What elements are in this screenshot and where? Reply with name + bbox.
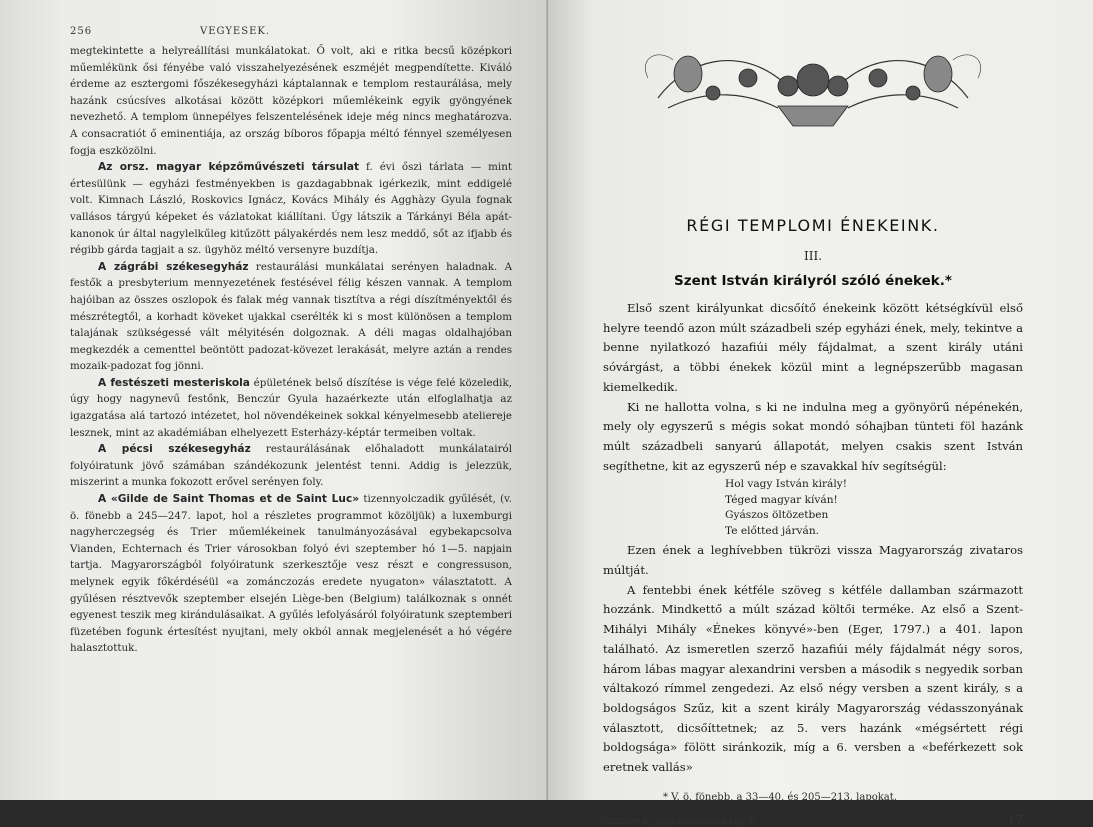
paragraph: Első szent királyunkat dicsőítő énekeink között kétségkívül első helyre teendő azon múlt századbeli szép egyházi ének, mely, tekintve a benne nyilatkozó hazafiúi mély fájdalmat, a szent király utáni sóvárgást, a többi énekek közül mint a legnépszerűbb magasan kiemelkedik. <box>603 301 1023 394</box>
paragraph <box>70 375 512 441</box>
paragraph: Ki ne hallotta volna, s ki ne indulna meg a gyönyörű népénekén, mely oly egyszerű s mégis sokat mondó sóhajban tünteti föl hazánk múlt századbeli sanyarú állapotát, melyen csakis szent István segíthetne, kit az egyszerű nép e szavakkal hív segítségül: <box>603 399 1023 473</box>
floral-vignette-ornament <box>628 38 998 130</box>
paragraph <box>70 491 512 657</box>
paragraph-text: f. évi őszi tárlata — mint értesülünk — egyházi festményekben is gazdagabbnak igérkezik, mint eddigelé volt. Kimnach László, Roskovics Ignácz, Kovács Mihály és Agghàzy Gyula fognak vallásos tárgyú képeket és vázlatokat kiállítani. Úgy látszik a Tárkányi Béla apát-kanonok úr által nagylelkűleg kitűzött pályakérdés nem lesz meddő, sőt az ifjabb és régibb gárda tagjait a sz. ügyhöz méltó versenyre buzdítja. <box>70 161 512 257</box>
verse-line: Hol vagy István király! <box>725 478 847 491</box>
source-line: CZOBOR B., Egyházművészeti Lap. V. <box>603 816 757 826</box>
page-footer <box>603 813 1023 827</box>
paragraph <box>70 259 512 375</box>
paragraph: A fentebbi ének kétféle szöveg s kétféle dallamban származott hozzánk. Mindkettő a múlt század költői terméke. Az első a Szent-Mihályi Mihály «Énekes könyvé»-ben (Eger, 1797.) a 401. lapon található. Az ismeretlen szerző hazafiúi mély fájdalmát négy soros, három lábas magyar alexandrini versben a második s negyedik sorban váltakozó rímmel zengedezi. Az első négy versben a szent király, s a boldogságos Szűz, kit a szent király Magyarország védasszonyának választott, dicsőíttetnek; az 5. vers hazánk «mégsértett régi boldogsága» fölött siránkozik, míg a 6. versben a «beférkezett sok eretnek vallás» <box>603 582 1023 775</box>
verse-line: Gyászos öltözetben <box>725 509 829 522</box>
paragraph-text: megtekintette a helyreállítási munkálatokat. Ő volt, aki e ritka becsű középkori műemlékünk ősi fényébe való visszahelyezésének eszméjét megpendítette. Kiváló érdeme az esztergomi főszékesegyházi káptalannak e templom restaurálása, mely hazánk csúcsíves alkotásai között középkori műemlékeink egyik gyöngyének nevezhető. A templom ünnepélyes felszentelésének ideje még nincs meghatározva. A consacratiót ő eminentiája, az ország bíboros főpapja méltó fénnyel személyesen fogja eszközölni. <box>70 45 512 157</box>
paragraph-lead: Az orsz. magyar képzőművészeti társulat <box>98 161 360 174</box>
paragraph-text: restaurálásának előhaladott munkálatairól folyóiratunk jövő számában szándékozunk jelentést tenni. Addig is jelezzük, miszerint a munka fokozott erővel serényen foly. <box>70 443 512 489</box>
article-title: RÉGI TEMPLOMI ÉNEKEINK. <box>686 216 940 235</box>
page-number-left: 256 <box>70 26 93 37</box>
paragraph-text: épületének belső díszítése is vége felé közeledik, úgy hogy nagynevű festőnk, Benczúr Gyula hazaérkezte után elfoglalhatja az igazgatása alá tartozó intézetet, hol növendékeinek sokkal kényelmesebb ateliereje lesznek, mint az akadémiában elhelyezett Esterházy-képtár termeiben voltak. <box>70 376 512 439</box>
section-title: Szent István királyról szóló énekek.* <box>674 273 952 289</box>
paragraph-lead: A festészeti mesteriskola <box>98 376 250 389</box>
right-page-body <box>603 299 1023 778</box>
page-number-right: 17 <box>1007 812 1023 827</box>
paragraph <box>70 159 512 259</box>
paragraph-text: tizennyolczadik gyűlését, (v. ö. fönebb a 245—247. lapot, hol a részletes programmot közöljük) a luxemburgi nagyherczegség és Trier műemlékeinek tanulmányozásával egybekapcsolva Vianden, Echternach és Trier városokban folyó évi szeptember hó 1—5. napjain tartja. Magyarországból folyóiratunk szerkesztője vesz részt e congressuson, melynek egyik főkérdéséül «a zománczozás eredete nyugaton» választatott. A gyűlésen résztvevők szeptember elsején Liège-ben (Belgium) találkoznak s onnét egyenest teszik meg kirándulásaikat. A gyűlés lefolyásáról folyóiratunk szeptemberi füzetében fogunk értesítést nyujtani, mely okból annak megjelenését a hó végére halasztottuk. <box>70 493 513 655</box>
footnote: * V. ö. fönebb, a 33—40. és 205—213. lapokat. <box>663 791 897 803</box>
paragraph-lead: A zágrábi székesegyház <box>98 260 249 273</box>
paragraph: Ezen ének a leghívebben tükrözi vissza Magyarország zivataros múltját. <box>603 543 1023 578</box>
left-page <box>0 0 548 800</box>
paragraph <box>70 43 512 159</box>
running-head-title: VEGYESEK. <box>200 26 271 37</box>
verse-line: Téged magyar kíván! <box>725 493 838 506</box>
left-page-body <box>70 43 512 657</box>
paragraph-lead: A pécsi székesegyház <box>98 443 251 456</box>
right-page <box>548 0 1093 827</box>
part-number: III. <box>803 249 823 263</box>
running-head <box>70 26 512 37</box>
hymn-verse <box>725 477 1023 539</box>
paragraph-lead: A «Gilde de Saint Thomas et de Saint Luc» <box>98 493 360 506</box>
verse-line: Te előtted járván. <box>725 524 820 537</box>
paragraph-text: restaurálási munkálatai serényen haladnak. A festők a presbyterium mennyezetének festésével félig készen vannak. A templom hajóiban az összes oszlopok és falak még vannak tisztítva a régi díszítményektől és mészrétegtől, a korhadt köveket ujakkal cserélték ki s most különösen a templom talajának szükségessé vált mélyitésén dolgoznak. A déli magas oldalhajóban megkezdék a cementtel beöntött padozat-kövezet lerakását, melyre aztán a rendes mozaik-padozat fog jönni. <box>70 260 512 373</box>
paragraph <box>70 441 512 491</box>
